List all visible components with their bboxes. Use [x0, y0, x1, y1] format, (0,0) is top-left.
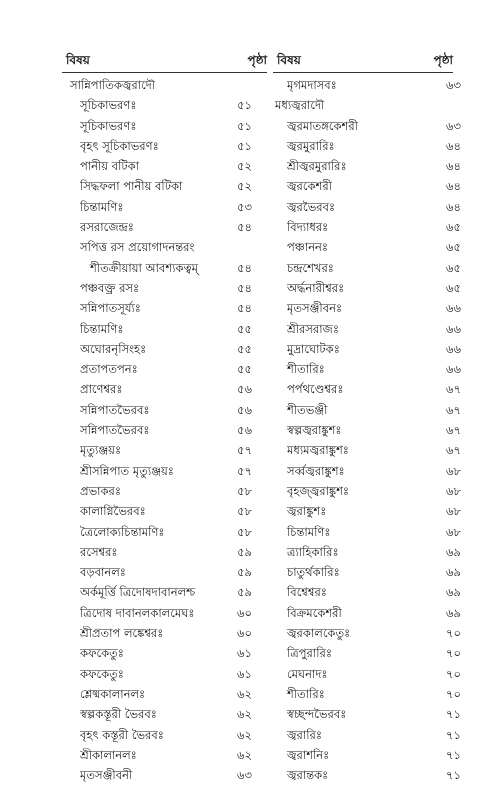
entry-page-number: ৫৫ — [237, 362, 252, 377]
entry-page-number: ৬৭ — [446, 423, 461, 438]
contents-entry — [273, 379, 461, 399]
entry-page-number: ৬২ — [237, 727, 252, 742]
contents-entry — [273, 156, 461, 176]
contents-entry — [62, 136, 267, 156]
contents-entry — [62, 542, 267, 562]
contents-entry — [62, 522, 267, 542]
entry-title: শ্রীসন্নিপাত মৃত্যুঞ্জয়ঃ — [80, 463, 174, 478]
contents-entry — [62, 116, 267, 136]
entry-page-number: ৫৪ — [237, 220, 252, 235]
entry-title: শ্রীরসরাজঃ — [287, 321, 339, 336]
entry-page-number: ৬৯ — [446, 585, 461, 600]
entry-title: মৃত্যুঞ্জয়ঃ — [80, 443, 122, 458]
contents-entry — [62, 95, 267, 115]
contents-entry — [62, 562, 267, 582]
entry-title: মেঘনাদঃ — [287, 666, 328, 681]
entry-title: চিন্তামণিঃ — [80, 199, 124, 214]
entry-title: প্রাণেশ্বরঃ — [80, 382, 123, 397]
entry-page-number: ৫৬ — [237, 382, 252, 397]
contents-entry — [273, 461, 461, 481]
contents-entry — [62, 765, 267, 785]
contents-entry — [62, 339, 267, 359]
page-heading: পৃষ্ঠা — [433, 53, 453, 67]
contents-entry — [273, 116, 461, 136]
entry-page-number: ৫৮ — [237, 483, 252, 498]
entry-title: ত্রিদোষ দাবানলকালমেঘঃ — [80, 605, 195, 620]
entry-page-number: ৫৯ — [237, 544, 252, 559]
entry-title: সর্ব্বজ্বরাঙ্কুশঃ — [287, 463, 345, 478]
entry-title: শ্রীকালানলঃ — [80, 747, 137, 762]
entry-page-number: ৬৮ — [446, 524, 461, 539]
contents-entry — [62, 725, 267, 745]
entry-page-number: ৬৩ — [446, 118, 461, 133]
entry-title: সূচিকাভরণঃ — [80, 118, 137, 133]
subject-heading: বিষয় — [277, 53, 301, 67]
entry-title: বিশ্বেশ্বরঃ — [287, 585, 327, 600]
entry-title: ত্র্যাহিকারিঃ — [287, 544, 339, 559]
entry-title: শীতারিঃ — [287, 362, 325, 377]
entry-title: অর্দ্ধনারীশ্বরঃ — [287, 280, 345, 295]
contents-entry — [273, 176, 461, 196]
entry-title: জ্বরাঙ্কুশঃ — [287, 504, 327, 519]
entry-page-number: ৭০ — [446, 686, 461, 701]
contents-entry — [273, 562, 461, 582]
entry-title: শীতারিঃ — [287, 686, 325, 701]
entry-page-number: ৬৬ — [446, 321, 461, 336]
entry-page-number: ৬১ — [237, 646, 252, 661]
contents-entry — [62, 501, 267, 521]
entry-page-number: ৬৫ — [446, 220, 461, 235]
contents-entry — [62, 643, 267, 663]
contents-entry — [62, 684, 267, 704]
entry-page-number: ৬৪ — [446, 179, 461, 194]
entry-page-number: ৫৫ — [237, 341, 252, 356]
right-entry-list — [273, 75, 461, 785]
contents-entry — [273, 136, 461, 156]
contents-entry — [273, 298, 461, 318]
contents-entry — [273, 745, 461, 765]
contents-entry — [62, 582, 267, 602]
contents-entry — [273, 481, 461, 501]
contents-entry — [62, 359, 267, 379]
contents-entry — [273, 197, 461, 217]
entry-title: শ্রীজ্বরমুরারিঃ — [287, 159, 347, 174]
contents-entry — [62, 319, 267, 339]
contents-entry — [273, 643, 461, 663]
entry-title: মুদ্রাঘোটকঃ — [287, 341, 340, 356]
entry-title: জ্বরভৈরবঃ — [287, 199, 336, 214]
entry-title: জ্বরাশনিঃ — [287, 747, 330, 762]
entry-page-number: ৬৮ — [446, 504, 461, 519]
entry-page-number: ৫৪ — [237, 260, 252, 275]
entry-title: জ্বরান্তকঃ — [287, 768, 329, 783]
entry-page-number: ৫৪ — [237, 301, 252, 316]
entry-page-number: ৬৬ — [446, 362, 461, 377]
entry-title: চাতুর্থকারিঃ — [287, 565, 340, 580]
entry-title: প্রতাপতপনঃ — [80, 362, 138, 377]
entry-title: বড়বানলঃ — [80, 565, 126, 580]
contents-entry — [62, 461, 267, 481]
entry-title: রসেশ্বরঃ — [80, 544, 118, 559]
contents-entry — [273, 75, 461, 95]
entry-page-number: ৫১ — [237, 98, 252, 113]
entry-page-number: ৬৪ — [446, 199, 461, 214]
entry-page-number: ৫৩ — [237, 199, 252, 214]
entry-title: কালাগ্নিভৈরবঃ — [80, 504, 146, 519]
right-column-header — [273, 48, 453, 73]
contents-entry — [273, 420, 461, 440]
left-column — [62, 48, 267, 785]
entry-page-number: ৫২ — [237, 159, 252, 174]
entry-page-number: ৫১ — [237, 118, 252, 133]
entry-title: শ্রীপ্রতাপ লঙ্কেশ্বরঃ — [80, 626, 164, 641]
contents-entry — [273, 522, 461, 542]
entry-page-number: ৫২ — [237, 179, 252, 194]
entry-title: জ্বরমাতঙ্গকেশরী — [287, 118, 358, 133]
entry-title: চিন্তামণিঃ — [80, 321, 124, 336]
contents-entry — [273, 237, 461, 257]
entry-title: কফকেতুঃ — [80, 646, 124, 661]
entry-page-number: ৭০ — [446, 666, 461, 681]
contents-entry — [62, 176, 267, 196]
contents-entry — [62, 156, 267, 176]
contents-entry — [273, 704, 461, 724]
entry-page-number: ৬১ — [237, 666, 252, 681]
entry-title: অর্কমূর্ত্তি ত্রিদোষদাবানলশ্চ — [80, 585, 196, 600]
entry-title: বৃহৎ কস্তূরী ভৈরবঃ — [80, 727, 164, 742]
entry-title: অঘোরনৃসিংহঃ — [80, 341, 147, 356]
contents-entry — [62, 197, 267, 217]
contents-entry — [62, 237, 267, 257]
contents-entry — [62, 623, 267, 643]
contents-entry — [62, 298, 267, 318]
entry-title: স্বচ্ছন্দভৈরবঃ — [287, 707, 347, 722]
contents-entry — [62, 217, 267, 237]
contents-entry — [62, 400, 267, 420]
entry-page-number: ৭১ — [446, 727, 461, 742]
contents-entry — [62, 704, 267, 724]
entry-title: জ্বরকেশরী — [287, 179, 332, 194]
entry-page-number: ৫৮ — [237, 524, 252, 539]
entry-title: পর্পথণ্ডেশ্বরঃ — [287, 382, 344, 397]
entry-title: সান্নিপাতিকজ্বরাদৌ — [70, 78, 156, 92]
page-heading: পৃষ্ঠা — [247, 53, 267, 67]
contents-entry — [273, 603, 461, 623]
contents-entry — [273, 684, 461, 704]
entry-title: সিদ্ধফলা পানীয় বটিকা — [80, 179, 183, 194]
contents-entry — [62, 664, 267, 684]
entry-page-number: ৬৫ — [446, 240, 461, 255]
entry-page-number: ৬৯ — [446, 605, 461, 620]
entry-page-number: ৬২ — [237, 707, 252, 722]
entry-title: মধ্যজ্বরাদৌ — [275, 98, 325, 113]
entry-title: মধ্যমজ্বরাঙ্কুশঃ — [287, 443, 349, 458]
entry-page-number: ৬৫ — [446, 260, 461, 275]
entry-title: বিদ্যাধরঃ — [287, 220, 329, 235]
entry-title: চিন্তামণিঃ — [287, 524, 331, 539]
contents-entry — [273, 400, 461, 420]
entry-title: ত্রিপুরারিঃ — [287, 646, 332, 661]
contents-entry — [273, 765, 461, 785]
entry-page-number: ৫৯ — [237, 565, 252, 580]
entry-title: স্বল্পকস্তূরী ভৈরবঃ — [80, 707, 157, 722]
entry-title: জ্বরমুরারিঃ — [287, 138, 335, 153]
entry-page-number: ৭১ — [446, 707, 461, 722]
entry-title: মৃতসঞ্জীবনী — [80, 768, 133, 783]
entry-page-number: ৬৬ — [446, 341, 461, 356]
entry-page-number: ৫৬ — [237, 423, 252, 438]
entry-title: সূচিকাভরণঃ — [80, 98, 137, 113]
contents-entry — [273, 359, 461, 379]
entry-title: সপিত্ত রস প্রয়োগাদনন্তরং — [80, 240, 195, 255]
entry-title: শীতভঞ্জী — [287, 402, 328, 417]
entry-page-number: ৬৩ — [446, 78, 461, 92]
entry-page-number: ৬৩ — [237, 768, 252, 783]
subject-heading: বিষয় — [66, 53, 90, 67]
entry-page-number: ৬৭ — [446, 382, 461, 397]
entry-page-number: ৫১ — [237, 138, 252, 153]
entry-title: চন্দ্রশেখরঃ — [287, 260, 334, 275]
entry-title: পঞ্চবক্ত্র রসঃ — [80, 280, 140, 295]
contents-entry — [62, 745, 267, 765]
entry-page-number: ৭০ — [446, 626, 461, 641]
contents-entry — [273, 725, 461, 745]
contents-entry — [62, 420, 267, 440]
contents-entry — [273, 319, 461, 339]
entry-page-number: ৬৭ — [446, 443, 461, 458]
entry-title: বিক্রমকেশরী — [287, 605, 342, 620]
entry-page-number: ৫৫ — [237, 321, 252, 336]
contents-entry — [62, 603, 267, 623]
entry-page-number: ৫৭ — [237, 443, 252, 458]
contents-entry — [62, 440, 267, 460]
entry-page-number: ৫৭ — [237, 463, 252, 478]
entry-title: শ্লেষ্মকালানলঃ — [80, 686, 146, 701]
entry-page-number: ৬২ — [237, 747, 252, 762]
entry-page-number: ৬৮ — [446, 483, 461, 498]
entry-title: বৃহজ্জ্বরাঙ্কুশঃ — [287, 483, 350, 498]
entry-page-number: ৬৪ — [446, 138, 461, 153]
entry-title: পানীয় বটিকা — [80, 159, 140, 174]
entry-title: জ্বরারিঃ — [287, 727, 322, 742]
contents-entry — [62, 75, 267, 95]
contents-entry — [273, 95, 453, 115]
entry-title: ত্রৈলোক্যচিন্তামণিঃ — [80, 524, 165, 539]
contents-entry — [273, 623, 461, 643]
contents-entry — [273, 440, 461, 460]
entry-page-number: ৭০ — [446, 646, 461, 661]
contents-entry — [273, 258, 461, 278]
contents-entry — [273, 582, 461, 602]
entry-page-number: ৬৬ — [446, 301, 461, 316]
contents-entry — [62, 258, 267, 278]
entry-title: বৃহৎ সূচিকাভরণঃ — [80, 138, 159, 153]
contents-entry — [273, 217, 461, 237]
right-column — [273, 48, 461, 785]
entry-page-number: ৫৪ — [237, 280, 252, 295]
entry-page-number: ৬৭ — [446, 402, 461, 417]
entry-page-number: ৬২ — [237, 686, 252, 701]
contents-entry — [62, 481, 267, 501]
entry-page-number: ৫৬ — [237, 402, 252, 417]
entry-page-number: ৭১ — [446, 747, 461, 762]
entry-page-number: ৬০ — [237, 626, 252, 641]
entry-page-number: ৬৯ — [446, 565, 461, 580]
left-column-header — [62, 48, 267, 73]
entry-title: মৃগমদাসবঃ — [287, 78, 337, 92]
entry-title: স্বল্পজ্বরাঙ্কুশঃ — [287, 423, 342, 438]
left-entry-list — [62, 75, 267, 785]
contents-entry — [273, 542, 461, 562]
entry-page-number: ৬০ — [237, 605, 252, 620]
entry-title: সন্নিপাতভৈরবঃ — [80, 423, 150, 438]
contents-entry — [62, 379, 267, 399]
contents-entry — [273, 278, 461, 298]
entry-title: সন্নিপাতভৈরবঃ — [80, 402, 150, 417]
entry-page-number: ৭১ — [446, 768, 461, 783]
entry-page-number: ৫৯ — [237, 585, 252, 600]
entry-title: সন্নিপাতসূর্য্যঃ — [80, 301, 141, 316]
entry-page-number: ৬৫ — [446, 280, 461, 295]
entry-title: রসরাজেন্দ্রঃ — [80, 220, 134, 235]
entry-page-number: ৬৪ — [446, 159, 461, 174]
contents-entry — [273, 501, 461, 521]
contents-entry — [62, 278, 267, 298]
contents-entry — [273, 339, 461, 359]
entry-title: মৃতসঞ্জীবনঃ — [287, 301, 343, 316]
entry-title: কফকেতুঃ — [80, 666, 124, 681]
entry-page-number: ৫৮ — [237, 504, 252, 519]
entry-title: শীতক্রীয়ায়া আবশ্যকত্বম্ — [90, 260, 199, 275]
entry-title: প্রভাকরঃ — [80, 483, 121, 498]
entry-title: জ্বরকালকেতুঃ — [287, 626, 351, 641]
entry-title: পঞ্চাননঃ — [287, 240, 329, 255]
entry-page-number: ৬৮ — [446, 463, 461, 478]
contents-entry — [273, 664, 461, 684]
entry-page-number: ৬৯ — [446, 544, 461, 559]
